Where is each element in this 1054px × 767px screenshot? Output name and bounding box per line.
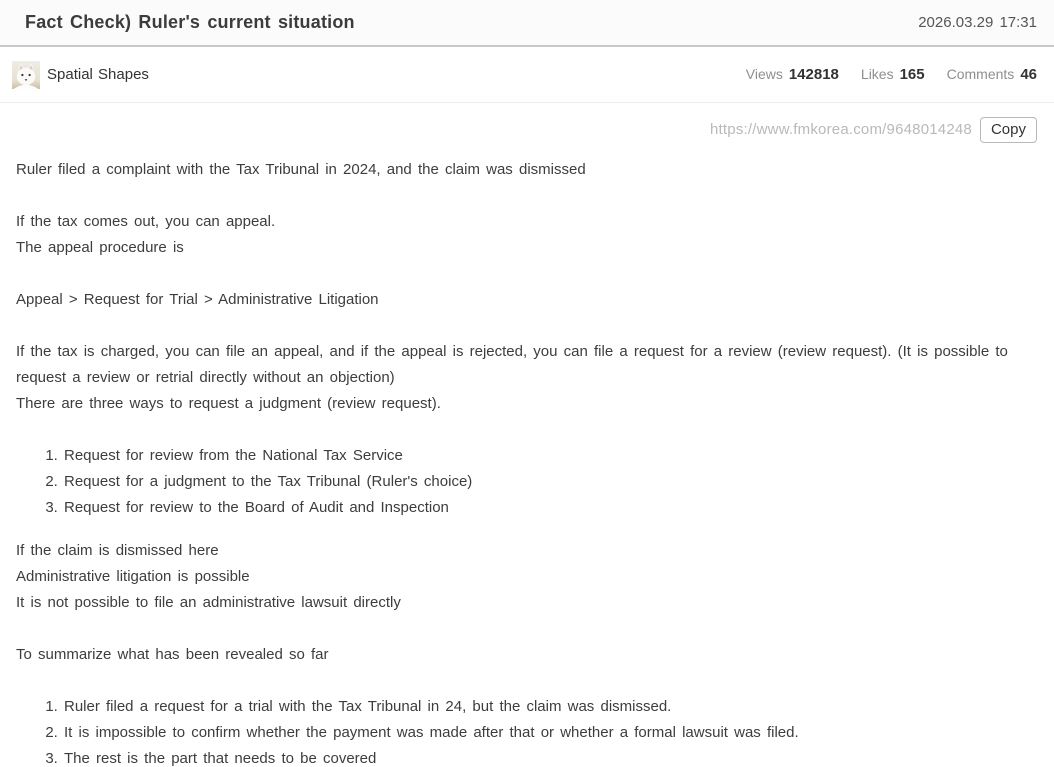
list-item: 2. Request for a judgment to the Tax Tribunal (Ruler's choice) xyxy=(64,469,1038,495)
list-item: 1. Ruler filed a request for a trial with the Tax Tribunal in 24, but the claim was dismissed. xyxy=(64,694,1038,720)
likes-label: Likes xyxy=(860,66,894,82)
body-line: Ruler filed a complaint with the Tax Tribunal in 2024, and the claim was dismissed xyxy=(16,161,586,178)
paragraph-2 xyxy=(16,209,1038,261)
list-item: 1. Request for review from the National Tax Service xyxy=(64,443,1038,469)
paragraph-4 xyxy=(16,339,1038,417)
comments-stat xyxy=(947,66,1037,83)
arctic-fox-image xyxy=(12,61,40,89)
body-line: It is not possible to file an administrative lawsuit directly xyxy=(16,594,401,611)
post-date: 2026.03.29 17:31 xyxy=(918,14,1037,31)
numbered-list-review-options xyxy=(16,443,1038,521)
body-line: There are three ways to request a judgment (review request). xyxy=(16,395,441,412)
body-line: If the tax is charged, you can file an appeal, and if the appeal is rejected, you can file a request for a review (review request). (It is possible to request a review or retrial directly without an objection) xyxy=(16,343,1008,386)
list-item: 3. Request for review to the Board of Audit and Inspection xyxy=(64,495,1038,521)
page-title: Fact Check) Ruler's current situation xyxy=(25,12,355,32)
list-item: 3. The rest is the part that needs to be covered xyxy=(64,746,1038,767)
body-line: Administrative litigation is possible xyxy=(16,568,250,585)
body-line: The appeal procedure is xyxy=(16,239,184,256)
body-line: To summarize what has been revealed so far xyxy=(16,646,329,663)
body-line: If the tax comes out, you can appeal. xyxy=(16,213,276,230)
list-item: 2. It is impossible to confirm whether the payment was made after that or whether a formal lawsuit was filed. xyxy=(64,720,1038,746)
numbered-list-summary xyxy=(16,694,1038,767)
copy-url-button[interactable]: Copy xyxy=(980,117,1037,143)
paragraph-1 xyxy=(16,157,1038,183)
views-value: 142818 xyxy=(788,66,839,83)
author-username[interactable]: Spatial Shapes xyxy=(47,66,149,83)
body-line: If the claim is dismissed here xyxy=(16,542,219,559)
post-url: https://www.fmkorea.com/9648014248 xyxy=(710,121,972,138)
comments-label: Comments xyxy=(946,66,1015,82)
post-stats xyxy=(746,66,1037,83)
author-bar xyxy=(0,47,1054,103)
paragraph-6 xyxy=(16,642,1038,668)
body-line: Appeal > Request for Trial > Administrative Litigation xyxy=(16,291,379,308)
likes-value: 165 xyxy=(899,66,925,83)
likes-stat xyxy=(861,66,925,83)
arctic-fox-avatar-icon[interactable] xyxy=(12,61,40,89)
title-bar xyxy=(0,0,1054,47)
paragraph-5 xyxy=(16,538,1038,616)
comments-value: 46 xyxy=(1020,66,1037,83)
url-row xyxy=(0,103,1054,142)
views-stat xyxy=(746,66,839,83)
views-label: Views xyxy=(745,66,783,82)
paragraph-3 xyxy=(16,287,1038,313)
post-body xyxy=(0,142,1054,767)
